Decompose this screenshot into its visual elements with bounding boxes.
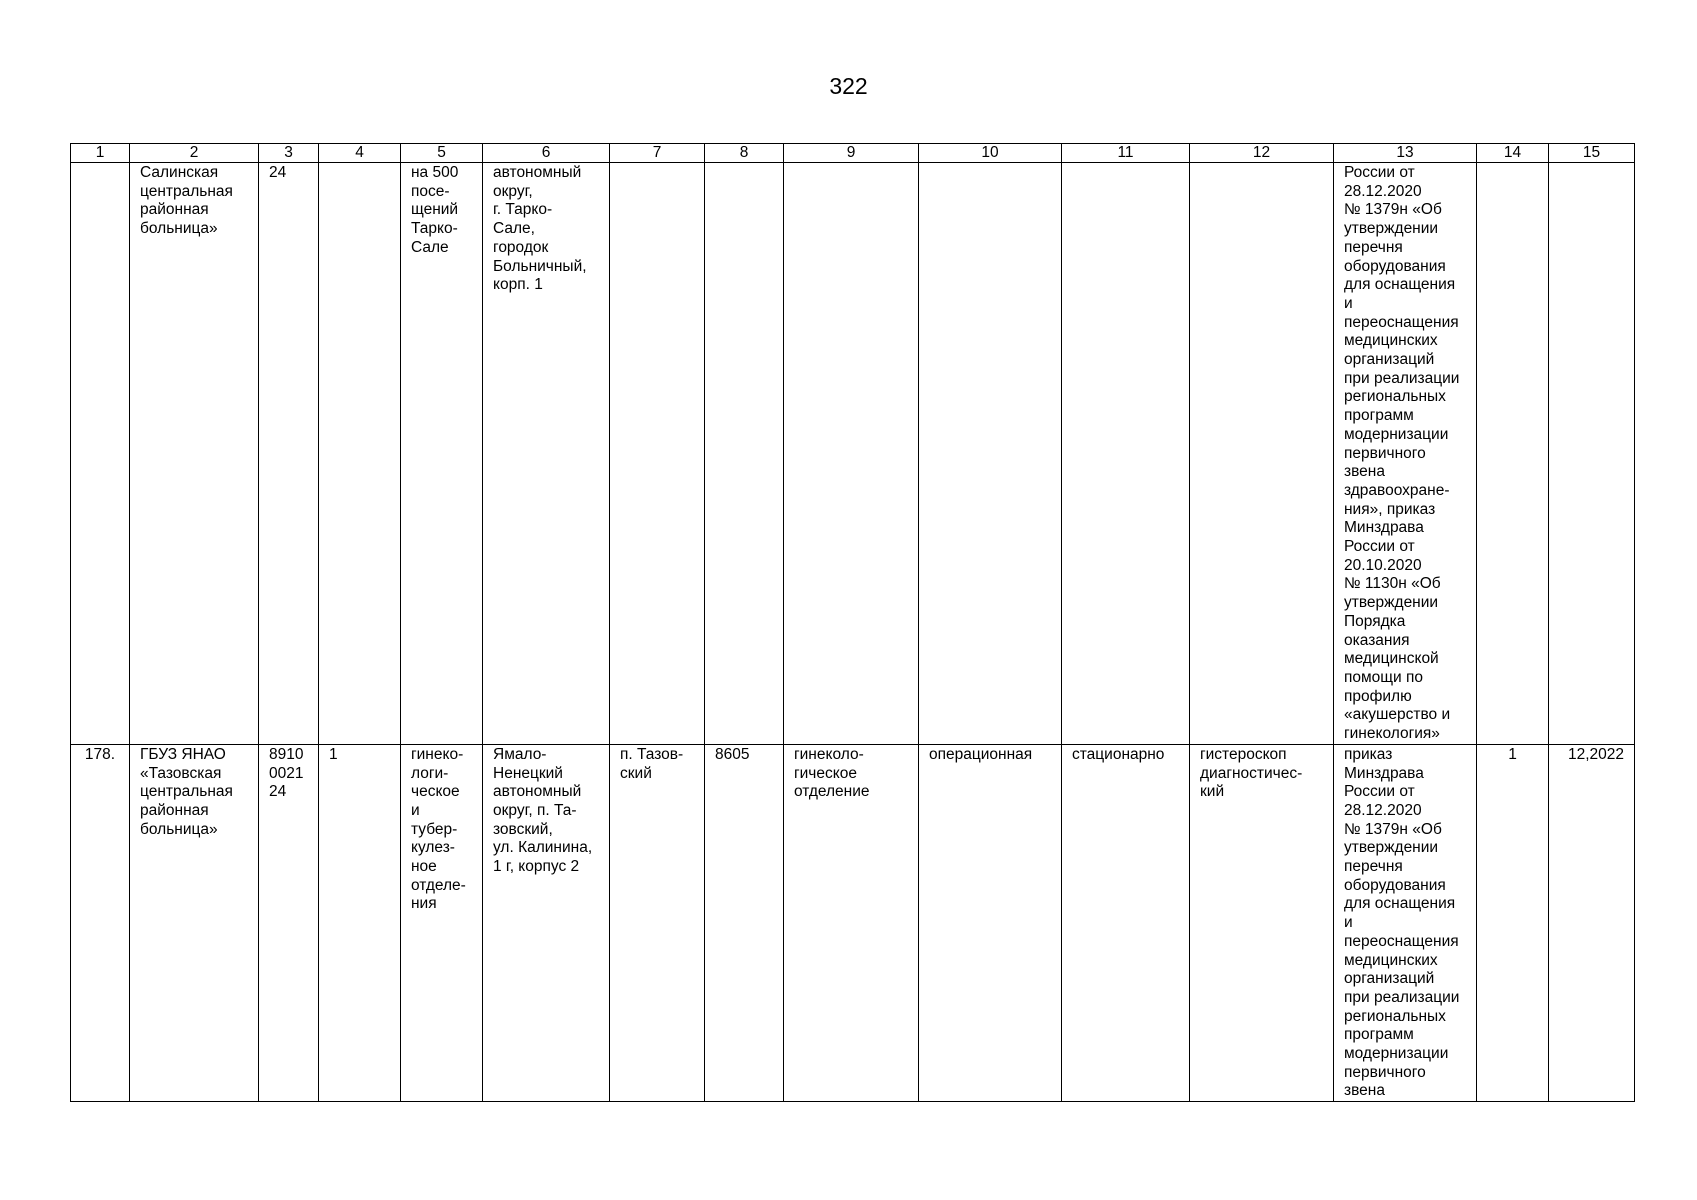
cell-text-line: щений [411,201,459,219]
cell-text-line: операционная [929,745,1033,763]
table-cell-col-3 [259,744,319,1101]
cell-text-line: № 1379н «Об [1344,820,1442,838]
cell-text-line: оборудования [1344,876,1446,894]
cell-text-line: ное [411,858,437,876]
cell-text-line: перечня [1344,238,1403,256]
cell-text-line: гинекология» [1344,725,1440,743]
cell-text-line: Порядка [1344,612,1406,630]
cell-text-line: гинеко- [411,745,464,763]
cell-text-line: ул. Калинина, [493,839,593,857]
cell-text-line: логи- [411,764,449,782]
column-number-15: 15 [1549,144,1635,163]
cell-text-line: Ямало- [493,745,547,763]
cell-text-line: ский [620,764,652,782]
cell-text-line: автономный [493,164,582,181]
cell-text-line: ния [411,895,437,913]
table-cell-col-10 [919,163,1062,745]
table-cell-col-5 [401,744,483,1101]
page-number: 322 [829,73,868,99]
cell-text-line: округ, п. Та- [493,801,577,819]
column-number-13: 13 [1334,144,1477,163]
cell-text-line: Тарко- [411,220,458,238]
table-cell-col-14 [1477,163,1549,745]
cell-text-line: п. Тазов- [620,745,684,763]
cell-text-line: тубер- [411,820,458,838]
cell-text-line: «Тазовская [140,764,222,782]
cell-text-line: переоснащения [1344,313,1459,331]
cell-text-line: для оснащения [1344,276,1456,294]
cell-text-line: 8910 [269,745,304,763]
column-number-3: 3 [259,144,319,163]
cell-text-line: отделение [794,783,870,801]
cell-text-line: первичного [1344,1063,1426,1081]
cell-text-line: 12,2022 [1567,745,1624,763]
cell-text-line: и [1344,294,1353,312]
cell-text-line: оборудования [1344,257,1446,275]
cell-text-line: 1 [329,745,338,763]
cell-text-line: региональных [1344,1007,1446,1025]
column-number-4: 4 [319,144,401,163]
table-cell-col-9 [784,744,919,1101]
column-number-1: 1 [71,144,130,163]
table-cell-col-5 [401,163,483,745]
equipment-table [70,143,1635,1102]
cell-text-line: медицинской [1344,650,1439,668]
cell-text-line: Больничный, [493,257,587,275]
cell-text-line: отделе- [411,876,466,894]
table-body [71,144,1635,1102]
table-cell-col-7 [610,744,705,1101]
cell-text-line: № 1379н «Об [1344,201,1442,219]
cell-text-line: гическое [794,764,857,782]
cell-text-line: зовский, [493,820,553,838]
cell-text-line: 28.12.2020 [1344,801,1422,819]
table-cell-col-15 [1549,163,1635,745]
cell-text-line: ния», приказ [1344,500,1436,518]
table-cell-col-2 [130,744,259,1101]
cell-text-line: России от [1344,538,1415,556]
cell-text-line: 1 [1508,745,1517,763]
column-number-9: 9 [784,144,919,163]
cell-text-line: звена [1344,1082,1385,1100]
cell-text-line: Минздрава [1344,764,1424,782]
column-number-7: 7 [610,144,705,163]
cell-text-line: районная [140,801,209,819]
table-cell-col-11 [1062,744,1190,1101]
table-cell-col-1 [71,744,130,1101]
cell-text-line: приказ [1344,745,1393,763]
cell-text-line: стационарно [1072,745,1165,763]
cell-text-line: медицинских [1344,951,1438,969]
cell-text-line: 20.10.2020 [1344,556,1422,574]
table-cell-col-3 [259,163,319,745]
cell-text-line: больница» [140,820,218,838]
cell-text-line: модернизации [1344,1045,1449,1063]
cell-text-line: 1 г, корпус 2 [493,858,580,876]
table-cell-col-15 [1549,744,1635,1101]
table-cell-col-14 [1477,744,1549,1101]
cell-text-line: кулез- [411,839,455,857]
cell-text-line: утверждении [1344,594,1439,612]
cell-text-line: 24 [269,164,287,181]
cell-text-line: кий [1200,783,1225,801]
cell-text-line: ГБУЗ ЯНАО [140,745,226,763]
cell-text-line: гинеколо- [794,745,864,763]
column-number-2: 2 [130,144,259,163]
cell-text-line: Сале, [493,220,535,238]
cell-text-line: и [1344,914,1353,932]
cell-text-line: организаций [1344,970,1435,988]
cell-text-line: на 500 [411,164,459,181]
table-cell-col-4 [319,744,401,1101]
cell-text-line: центральная [140,783,233,801]
cell-text-line: при реализации [1344,369,1460,387]
cell-text-line: и [411,801,420,819]
cell-text-line: оказания [1344,631,1410,649]
cell-text-line: при реализации [1344,988,1460,1006]
cell-text-line: утверждении [1344,839,1439,857]
cell-text-line: России от [1344,164,1415,181]
table-cell-col-6 [483,744,610,1101]
cell-text-line: звена [1344,463,1385,481]
column-number-10: 10 [919,144,1062,163]
cell-text-line: Минздрава [1344,519,1424,537]
header-row [71,144,1635,163]
table-cell-col-13 [1334,744,1477,1101]
cell-text-line: 0021 [269,764,304,782]
cell-text-line: 24 [269,783,287,801]
cell-text-line: городок [493,238,549,256]
table-row [71,744,1635,1101]
cell-text-line: программ [1344,1026,1414,1044]
cell-text-line: корп. 1 [493,276,543,294]
column-number-12: 12 [1190,144,1334,163]
cell-text-line: районная [140,201,209,219]
cell-text-line: медицинских [1344,332,1438,350]
table-cell-col-13 [1334,163,1477,745]
column-number-8: 8 [705,144,784,163]
column-number-6: 6 [483,144,610,163]
cell-text-line: Ненецкий [493,764,563,782]
cell-text-line: посе- [411,182,450,200]
cell-text-line: центральная [140,182,233,200]
cell-text-line: профилю [1344,687,1412,705]
cell-text-line: переоснащения [1344,932,1459,950]
cell-text-line: гистероскоп [1200,745,1287,763]
cell-text-line: перечня [1344,858,1403,876]
cell-text-line: «акушерство и [1344,706,1451,724]
cell-text-line: региональных [1344,388,1446,406]
cell-text-line: программ [1344,407,1414,425]
cell-text-line: здравоохране- [1344,481,1450,499]
table-cell-col-7 [610,163,705,745]
table-cell-col-8 [705,163,784,745]
table-cell-col-11 [1062,163,1190,745]
cell-text-line: России от [1344,783,1415,801]
cell-text-line: автономный [493,783,582,801]
cell-text-line: утверждении [1344,220,1439,238]
table-cell-col-12 [1190,744,1334,1101]
cell-text-line: больница» [140,220,218,238]
cell-text-line: диагностичес- [1200,764,1303,782]
column-number-14: 14 [1477,144,1549,163]
cell-text-line: 8605 [715,745,750,763]
table-cell-col-4 [319,163,401,745]
cell-text-line: Салинская [140,164,219,181]
cell-text-line: модернизации [1344,425,1449,443]
table-cell-col-8 [705,744,784,1101]
cell-text-line: 178. [84,745,116,763]
cell-text-line: ческое [411,783,460,801]
column-number-5: 5 [401,144,483,163]
table-cell-col-9 [784,163,919,745]
table-cell-col-2 [130,163,259,745]
table-cell-col-6 [483,163,610,745]
cell-text-line: 28.12.2020 [1344,182,1422,200]
table-row [71,163,1635,745]
table-cell-col-1 [71,163,130,745]
cell-text-line: № 1130н «Об [1344,575,1441,593]
cell-text-line: помощи по [1344,668,1424,686]
cell-text-line: Сале [411,238,449,256]
table-cell-col-10 [919,744,1062,1101]
column-number-11: 11 [1062,144,1190,163]
cell-text-line: г. Тарко- [493,201,553,219]
cell-text-line: для оснащения [1344,895,1456,913]
cell-text-line: округ, [493,182,533,200]
cell-text-line: первичного [1344,444,1426,462]
table-cell-col-12 [1190,163,1334,745]
cell-text-line: организаций [1344,351,1435,369]
